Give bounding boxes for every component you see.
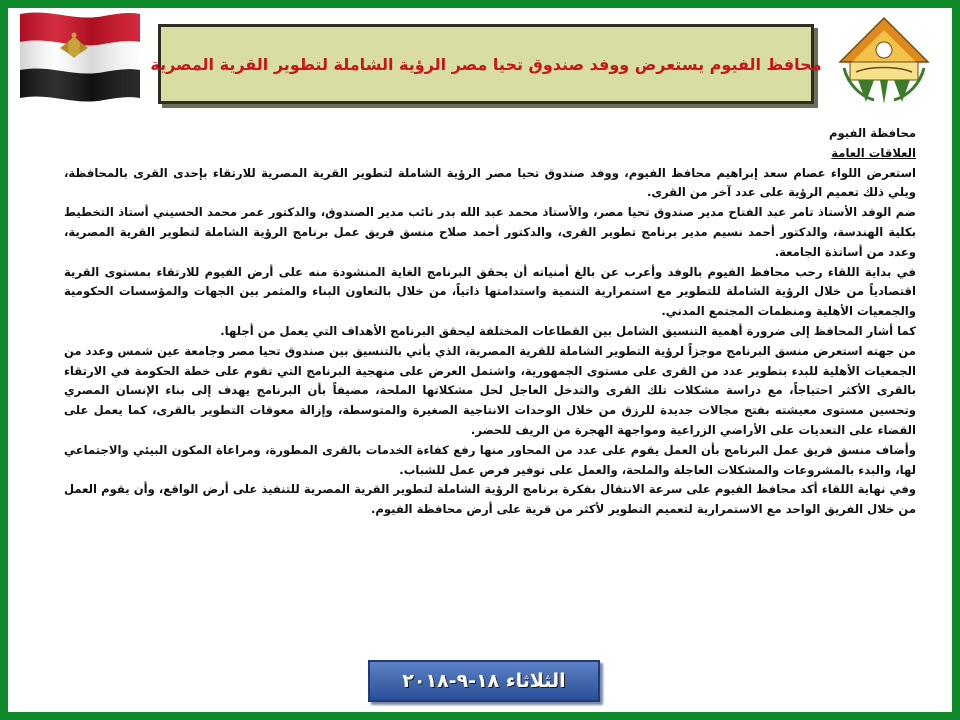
frame-border-left	[0, 0, 8, 720]
fayoum-governorate-emblem-icon	[830, 14, 938, 108]
date-badge	[368, 660, 600, 702]
article-paragraph: ضم الوفد الأستاذ تامر عبد الفتاح مدير صندوق تحيا مصر، والأستاذ محمد عبد الله بدر نائب مدير الصندوق، والدكتور عمر محمد الحسيني أستاذ التخطيط بكلية الهندسة، والدكتور أحمد نسيم مدير برنامج تطوير القرى، والدكتور أحمد صلاح منسق فريق عمل برنامج الرؤية الشاملة لتطوير القرية المصرية، وعدد من أساتذة الجامعة.	[64, 205, 916, 259]
article-body	[64, 124, 916, 582]
article-paragraph: من جهته استعرض منسق البرنامج موجزاً لرؤية التطوير الشاملة للقرية المصرية، الذي يأتي بالتنسيق بين صندوق تحيا مصر وجامعة عين شمس وعدد من الجمعيات الأهلية للبدء بتطوير عدد من القرى على مستوى الجمهورية، واشتمل العرض على منهجية البرنامج التي تقوم على خطة الحكومة في الارتقاء بالقرى الأكثر احتياجاً، مع دراسة مشكلات تلك القرى والتدخل العاجل لحل مشكلاتها الملحة، مضيفاً بأن البرنامج يهدف إلى بناء الإنسان المصري وتحسين مستوى معيشته بفتح مجالات جديدة للرزق من خلال الوحدات الانتاجية الصغيرة والمتوسطة، وإزالة معوقات التطوير بالقرى، كما يعمل على القضاء على التعديات على الأراضي الزراعية ومواجهة الهجرة من الريف للحضر.	[64, 343, 916, 437]
egypt-flag-icon	[14, 8, 144, 104]
article-paragraph: استعرض اللواء عصام سعد إبراهيم محافظ الفيوم، ووفد صندوق تحيا مصر الرؤية الشاملة لتطوير القرية المصرية للارتقاء بإحدى القرى بالمحافظة، ويلي ذلك تعميم الرؤية على عدد آخر من القرى.	[64, 165, 916, 200]
date-label: الثلاثاء ١٨-٩-٢٠١٨	[402, 670, 566, 692]
frame-border-top	[0, 0, 960, 8]
article-paragraph: وأضاف منسق فريق عمل البرنامج بأن العمل يقوم على عدد من المحاور منها رفع كفاءة الخدمات بالقرى المطورة، ومراعاة المكون البيئي والاجتماعي لها، والبدء بالمشروعات والمشكلات العاجلة والملحة، والعمل على توفير فرص عمل للشباب.	[64, 442, 916, 477]
article-department: العلاقات العامة	[831, 145, 916, 160]
article-paragraph: وفي نهاية اللقاء أكد محافظ الفيوم على سرعة الانتقال بفكرة برنامج الرؤية الشاملة لتطوير القرية المصرية للتنفيذ على أرض الواقع، وأن يقوم العمل من خلال الفريق الواحد مع الاستمرارية لتعميم التطوير لأكثر من قرية على أرض محافظة الفيوم.	[64, 482, 916, 517]
frame-border-bottom	[0, 712, 960, 720]
article-paragraph: في بداية اللقاء رحب محافظ الفيوم بالوفد وأعرب عن بالغ أمنياته أن يحقق البرنامج الغاية المنشودة منه على أرض الفيوم للارتقاء بمستوى القرية اقتصادياً من خلال الرؤية الشاملة للتطوير مع استمرارية التنمية واستدامتها ذاتياً، من خلال بالتعاون البناء والمثمر بين الجهات والمؤسسات الحكومية والجمعيات الأهلية ومنظمات المجتمع المدني.	[64, 264, 916, 319]
frame-border-right	[952, 0, 960, 720]
headline-banner	[150, 24, 822, 104]
article-paragraph: كما أشار المحافظ إلى ضرورة أهمية التنسيق الشامل بين القطاعات المختلفة ليحقق البرنامج الأهداف التي يعمل من أجلها.	[220, 323, 916, 338]
headline-title: محافظ الفيوم يستعرض ووفد صندوق تحيا مصر الرؤية الشاملة لتطوير القرية المصرية	[150, 54, 822, 74]
article-governorate: محافظة الفيوم	[828, 126, 916, 140]
